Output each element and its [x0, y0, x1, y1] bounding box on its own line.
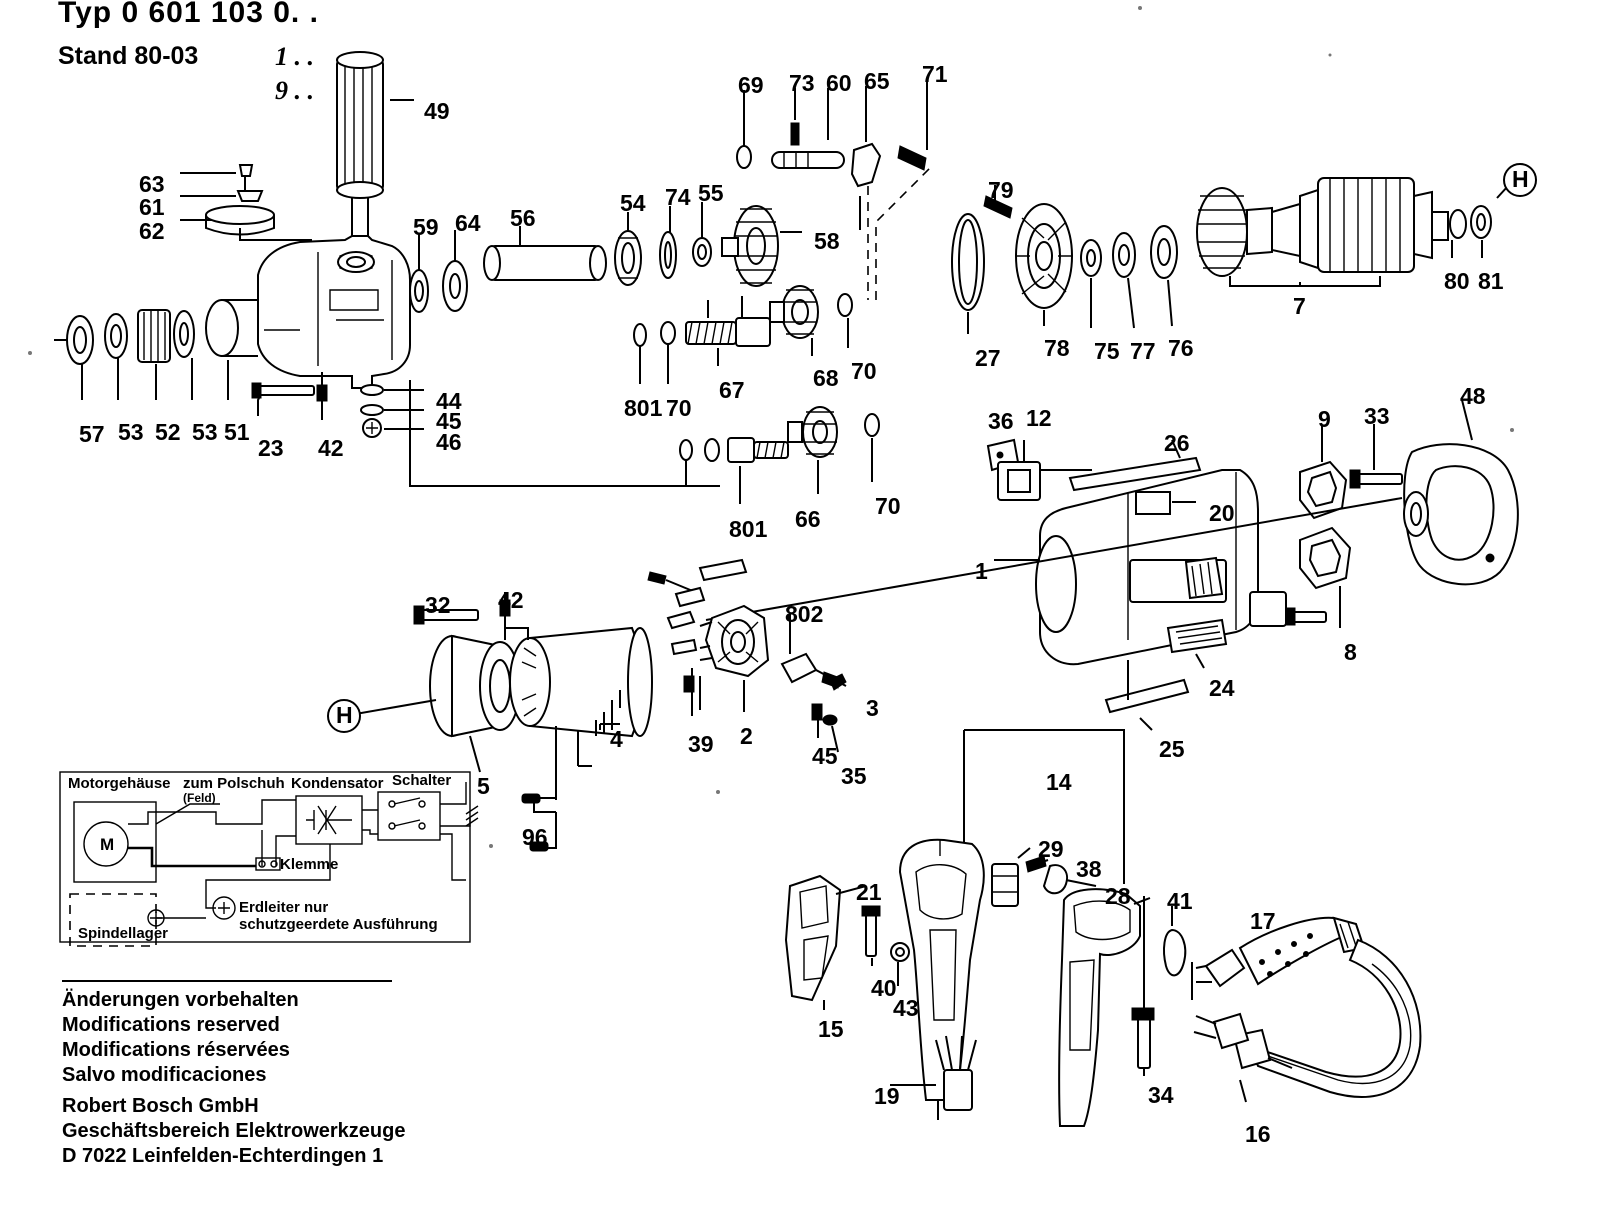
- part-number-28: 28: [1105, 883, 1131, 909]
- part-number-42: 42: [318, 435, 344, 461]
- footer-line-3: Modifications réservées: [62, 1039, 290, 1061]
- wiring-label-erdleiter-1: Erdleiter nur: [239, 899, 329, 916]
- part-number-76: 76: [1168, 335, 1194, 361]
- wiring-label-klemme: Klemme: [280, 856, 339, 873]
- part-number-48: 48: [1460, 383, 1486, 409]
- wiring-label-motor-symbol: M: [100, 835, 115, 854]
- part-number-40: 40: [871, 975, 897, 1001]
- part-number-12: 12: [1026, 405, 1052, 431]
- wiring-label-spindellager: Spindellager: [78, 925, 169, 942]
- part-number-3: 3: [866, 695, 879, 721]
- part-number-59: 59: [413, 214, 439, 240]
- part-number-26: 26: [1164, 430, 1190, 456]
- part-number-29: 29: [1038, 836, 1064, 862]
- part-number-2: 2: [740, 723, 753, 749]
- part-number-81: 81: [1478, 268, 1504, 294]
- wiring-label-kondensator: Kondensator: [291, 775, 384, 792]
- part-number-16: 16: [1245, 1121, 1271, 1147]
- part-number-54: 54: [620, 190, 646, 216]
- part-number-55: 55: [698, 180, 724, 206]
- part-number-60: 60: [826, 70, 852, 96]
- part-number-62: 62: [139, 218, 165, 244]
- part-number-44: 44: [436, 388, 462, 414]
- part-number-78: 78: [1044, 335, 1070, 361]
- part-number-52: 52: [155, 419, 181, 445]
- part-number-64: 64: [455, 210, 481, 236]
- part-number-24: 24: [1209, 675, 1235, 701]
- footer-line-4: Salvo modificaciones: [62, 1064, 267, 1086]
- part-number-23: 23: [258, 435, 284, 461]
- part-number-53: 53: [192, 419, 218, 445]
- part-number-71: 71: [922, 61, 948, 87]
- part-number-20: 20: [1209, 500, 1235, 526]
- part-number-45: 45: [436, 408, 462, 434]
- part-number-8: 8: [1344, 639, 1357, 665]
- part-number-79: 79: [988, 177, 1014, 203]
- part-number-63: 63: [139, 171, 165, 197]
- handwritten-mark-1: 1 . .: [275, 42, 314, 71]
- part-number-14: 14: [1046, 769, 1072, 795]
- part-number-73: 73: [789, 70, 815, 96]
- part-number-1: 1: [975, 558, 988, 584]
- part-number-80: 80: [1444, 268, 1470, 294]
- part-number-9: 9: [1318, 406, 1331, 432]
- part-number-66: 66: [795, 506, 821, 532]
- part-number-70: 70: [851, 358, 877, 384]
- part-number-70: 70: [875, 493, 901, 519]
- part-number-49: 49: [424, 98, 450, 124]
- part-number-7: 7: [1293, 293, 1306, 319]
- reference-marker-h-left: H: [336, 702, 353, 728]
- part-number-801: 801: [624, 395, 663, 421]
- part-number-61: 61: [139, 194, 165, 220]
- part-number-34: 34: [1148, 1082, 1174, 1108]
- reference-marker-h-right: H: [1512, 166, 1529, 192]
- part-number-17: 17: [1250, 908, 1276, 934]
- part-number-32: 32: [425, 592, 451, 618]
- part-number-39: 39: [688, 731, 714, 757]
- handwritten-mark-2: 9 . .: [275, 76, 314, 105]
- part-number-46: 46: [436, 429, 462, 455]
- wiring-label-feld: (Feld): [183, 791, 216, 805]
- part-number-68: 68: [813, 365, 839, 391]
- footer-company: Robert Bosch GmbH: [62, 1095, 259, 1117]
- part-number-41: 41: [1167, 888, 1193, 914]
- part-number-74: 74: [665, 184, 691, 210]
- part-number-65: 65: [864, 68, 890, 94]
- footer-address: D 7022 Leinfelden-Echterdingen 1: [62, 1145, 384, 1167]
- part-number-36: 36: [988, 408, 1014, 434]
- diagram-type-title: Typ 0 601 103 0. .: [58, 0, 319, 29]
- part-number-19: 19: [874, 1083, 900, 1109]
- part-number-77: 77: [1130, 338, 1156, 364]
- part-number-21: 21: [856, 879, 882, 905]
- wiring-label-zum-polschuh: zum Polschuh: [183, 775, 285, 792]
- wiring-label-erdleiter-2: schutzgeerdete Ausführung: [239, 916, 438, 933]
- part-number-38: 38: [1076, 856, 1102, 882]
- part-number-15: 15: [818, 1016, 844, 1042]
- part-number-45: 45: [812, 743, 838, 769]
- part-number-51: 51: [224, 419, 250, 445]
- footer-line-2: Modifications reserved: [62, 1014, 280, 1036]
- part-number-96: 96: [522, 824, 548, 850]
- part-number-75: 75: [1094, 338, 1120, 364]
- part-number-42: 42: [498, 587, 524, 613]
- part-number-802: 802: [785, 601, 824, 627]
- part-number-56: 56: [510, 205, 536, 231]
- part-number-801: 801: [729, 516, 768, 542]
- part-number-5: 5: [477, 773, 490, 799]
- wiring-label-schalter: Schalter: [392, 772, 452, 789]
- part-number-69: 69: [738, 72, 764, 98]
- part-number-67: 67: [719, 377, 745, 403]
- part-number-25: 25: [1159, 736, 1185, 762]
- part-number-53: 53: [118, 419, 144, 445]
- part-number-57: 57: [79, 421, 105, 447]
- part-number-43: 43: [893, 995, 919, 1021]
- footer-line-1: Änderungen vorbehalten: [62, 989, 299, 1011]
- part-number-27: 27: [975, 345, 1001, 371]
- diagram-stand-title: Stand 80-03: [58, 42, 199, 70]
- part-number-58: 58: [814, 228, 840, 254]
- part-number-70: 70: [666, 395, 692, 421]
- wiring-label-motorgehaeuse: Motorgehäuse: [68, 775, 171, 792]
- part-number-33: 33: [1364, 403, 1390, 429]
- footer-division: Geschäftsbereich Elektrowerkzeuge: [62, 1120, 406, 1142]
- part-number-35: 35: [841, 763, 867, 789]
- part-number-4: 4: [610, 726, 623, 752]
